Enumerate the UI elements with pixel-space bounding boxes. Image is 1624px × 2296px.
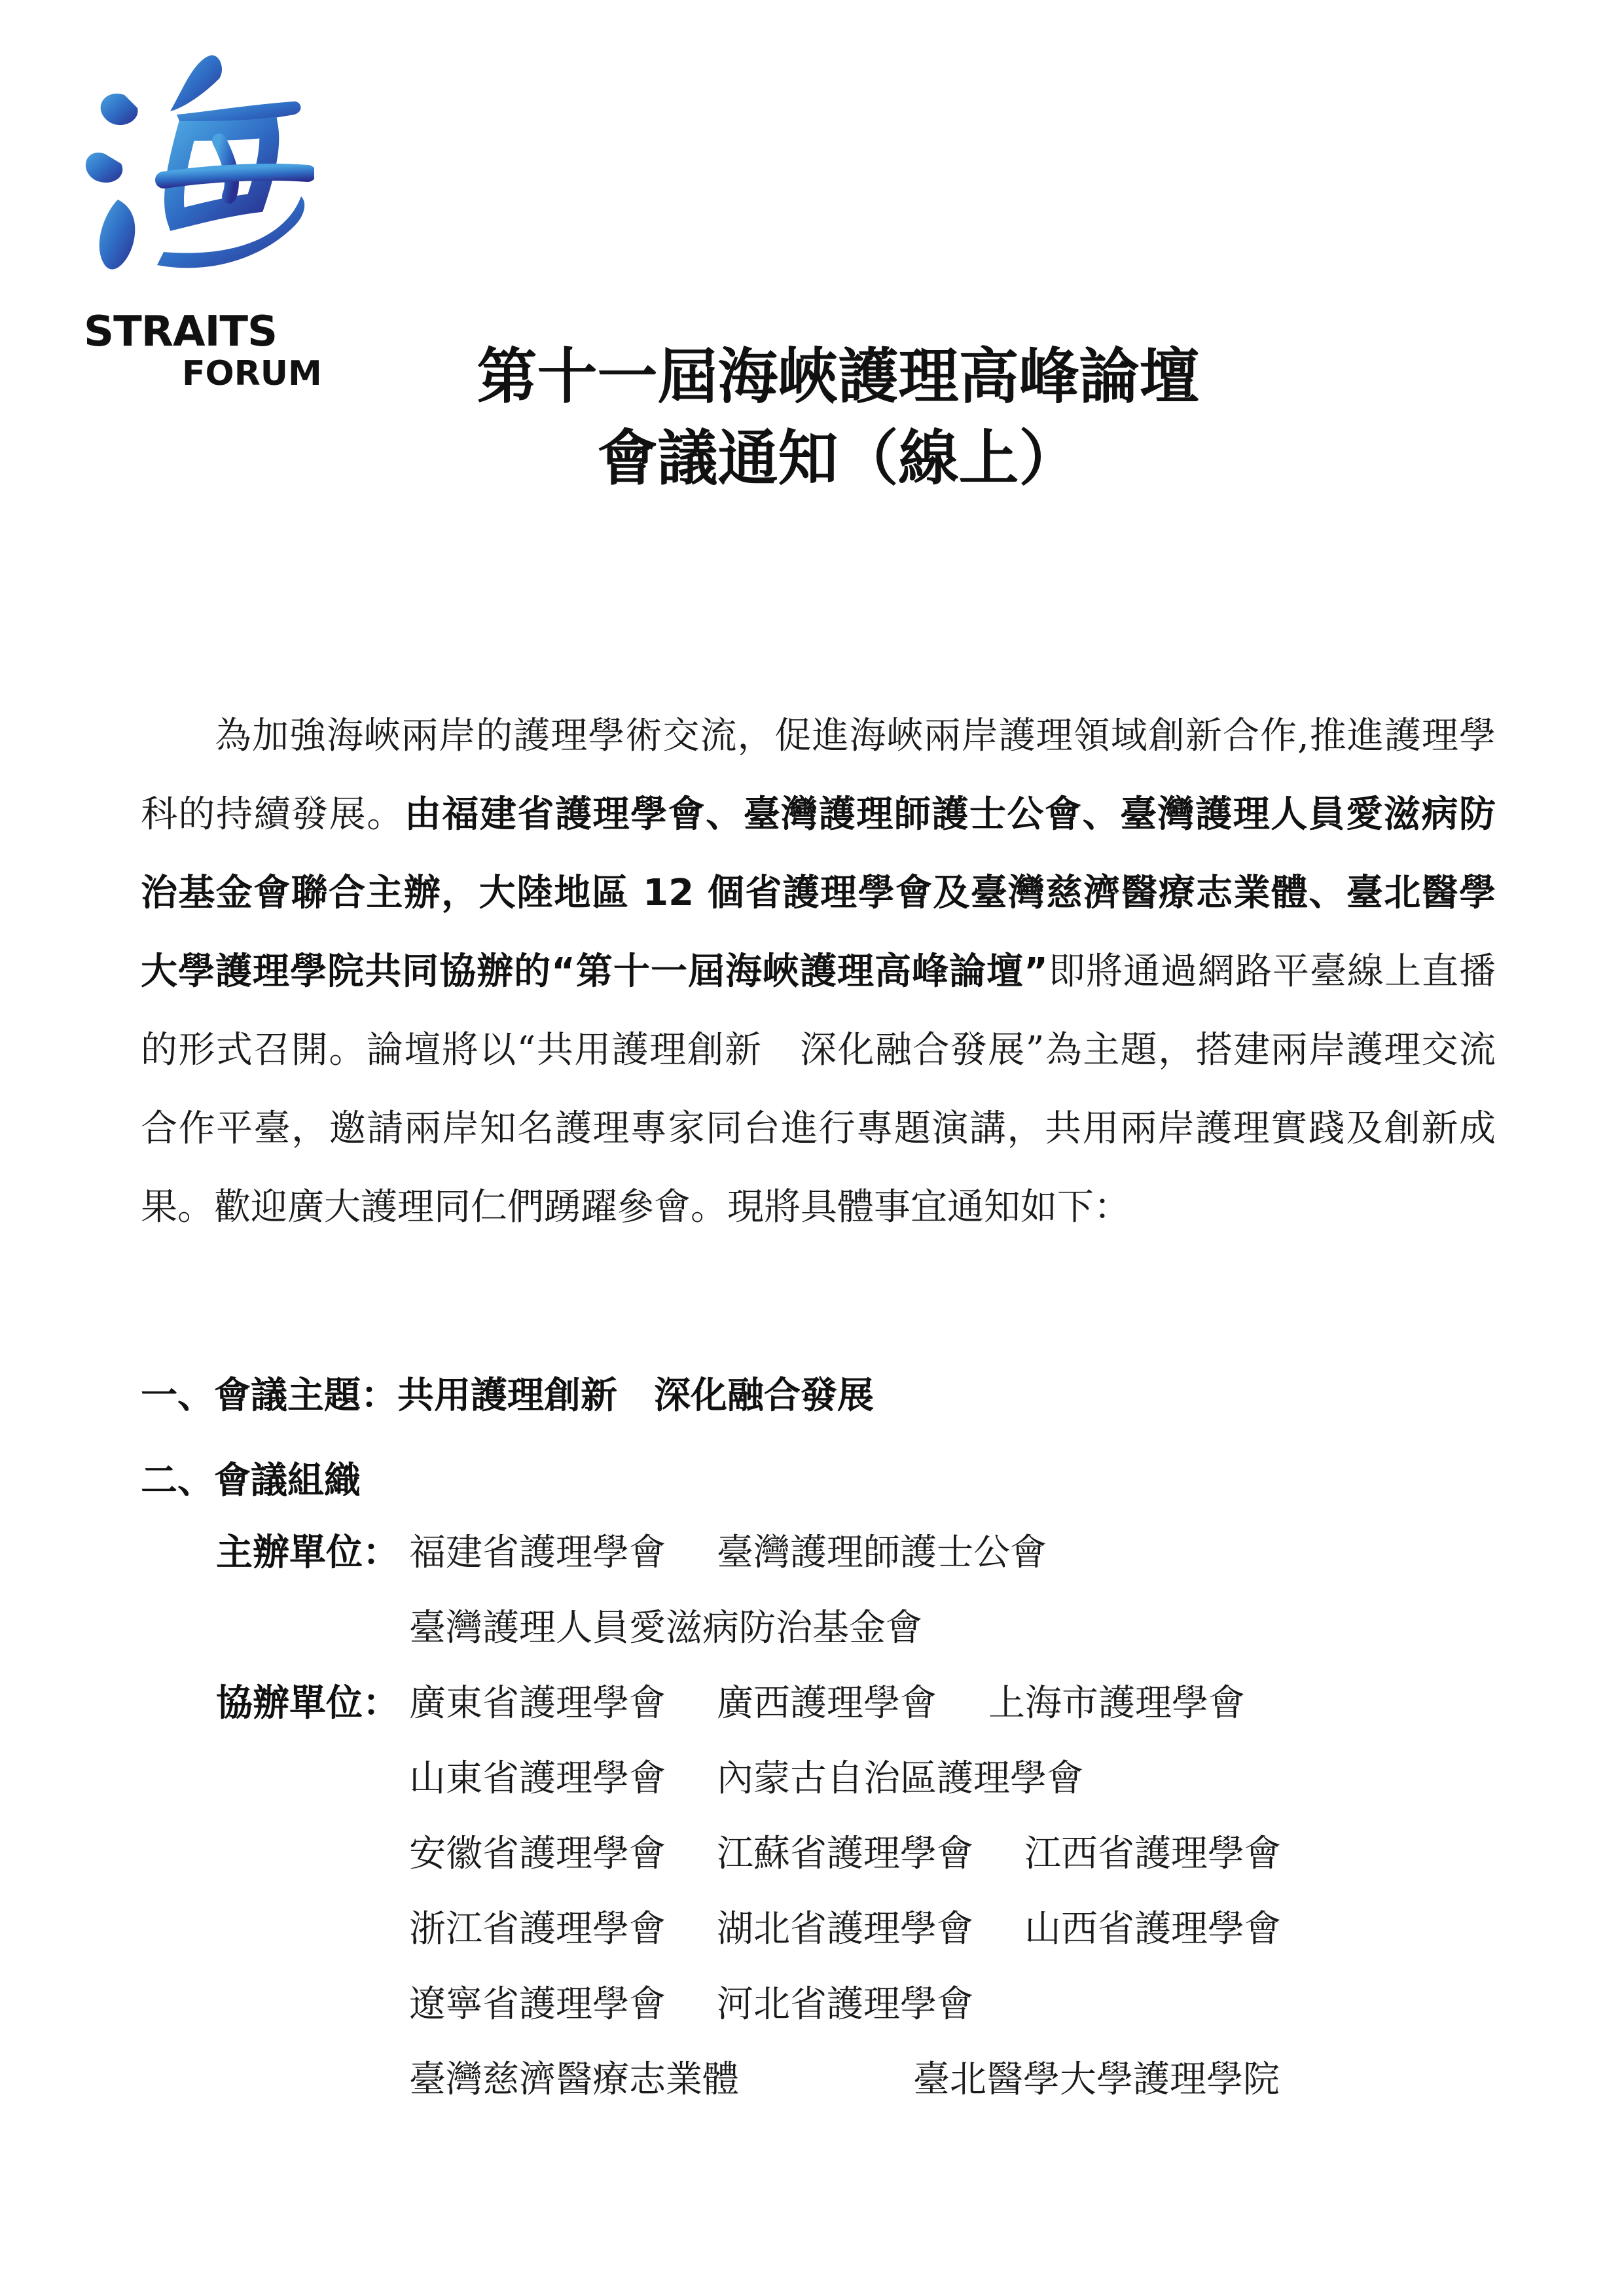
document-title: 第十一屆海峽護理高峰論壇 — [477, 342, 1200, 412]
host-org: 臺灣護理人員愛滋病防治基金會 — [409, 1607, 922, 1649]
intro-text-part1: 為加強海峽兩岸的護理學術交流，促進海峽兩岸護理領域創新合作,推進護理學科的持續發展。 — [141, 715, 1496, 836]
sea-character-logo-icon — [79, 49, 314, 311]
cohost-org: 臺北醫學大學護理學院 — [913, 2058, 1280, 2101]
cohost-org: 遼寧省護理學會 — [409, 1983, 666, 2026]
cohost-org: 安徽省護理學會 — [409, 1833, 666, 1875]
cohost-org: 湖北省護理學會 — [717, 1908, 973, 1950]
logo-text-forum: FORUM — [182, 354, 322, 393]
host-label: 主辦單位： — [216, 1532, 399, 1574]
host-org: 福建省護理學會 — [409, 1532, 666, 1574]
cohost-org: 上海市護理學會 — [988, 1682, 1245, 1725]
cohost-org: 臺灣慈濟醫療志業體 — [409, 2058, 739, 2101]
cohost-org: 浙江省護理學會 — [409, 1908, 666, 1950]
intro-text-part2: 即將通過網路平臺線上直播的形式召開。論壇將以“共用護理創新 深化融合發展”為主題，搭建兩岸護理交流合作平臺，邀請兩岸知名護理專家同台進行專題演講，共用兩岸護理實踐及創新成果。歡迎廣大護理同仁們踴躍參會。現將具體事宜通知如下： — [141, 950, 1496, 1229]
cohost-org: 廣東省護理學會 — [409, 1682, 666, 1725]
host-org: 臺灣護理師護士公會 — [717, 1532, 1047, 1574]
cohost-org: 江西省護理學會 — [1024, 1833, 1281, 1875]
cohost-org: 江蘇省護理學會 — [717, 1833, 973, 1875]
document-subtitle: 會議通知（線上） — [597, 423, 1079, 493]
intro-text-bold: 由福建省護理學會、臺灣護理師護士公會、臺灣護理人員愛滋病防治基金會聯合主辦，大陸地區 12 個省護理學會及臺灣慈濟醫療志業體、臺北醫學大學護理學院共同協辦的“第十一屆海峽護理高峰論壇” — [141, 793, 1496, 993]
cohost-org: 山東省護理學會 — [409, 1757, 666, 1800]
cohost-org: 河北省護理學會 — [717, 1983, 973, 2026]
straits-forum-logo — [79, 49, 322, 396]
section-heading-organization: 二、會議組織 — [141, 1460, 361, 1502]
cohost-org: 山西省護理學會 — [1024, 1908, 1281, 1950]
cohost-org: 廣西護理學會 — [717, 1682, 937, 1725]
section-heading-theme: 一、會議主題：共用護理創新 深化融合發展 — [141, 1374, 874, 1417]
intro-paragraph — [141, 697, 1496, 1247]
cohost-org: 內蒙古自治區護理學會 — [717, 1757, 1083, 1800]
cohost-label: 協辦單位： — [216, 1682, 399, 1725]
logo-text-straits: STRAITS — [84, 308, 278, 356]
